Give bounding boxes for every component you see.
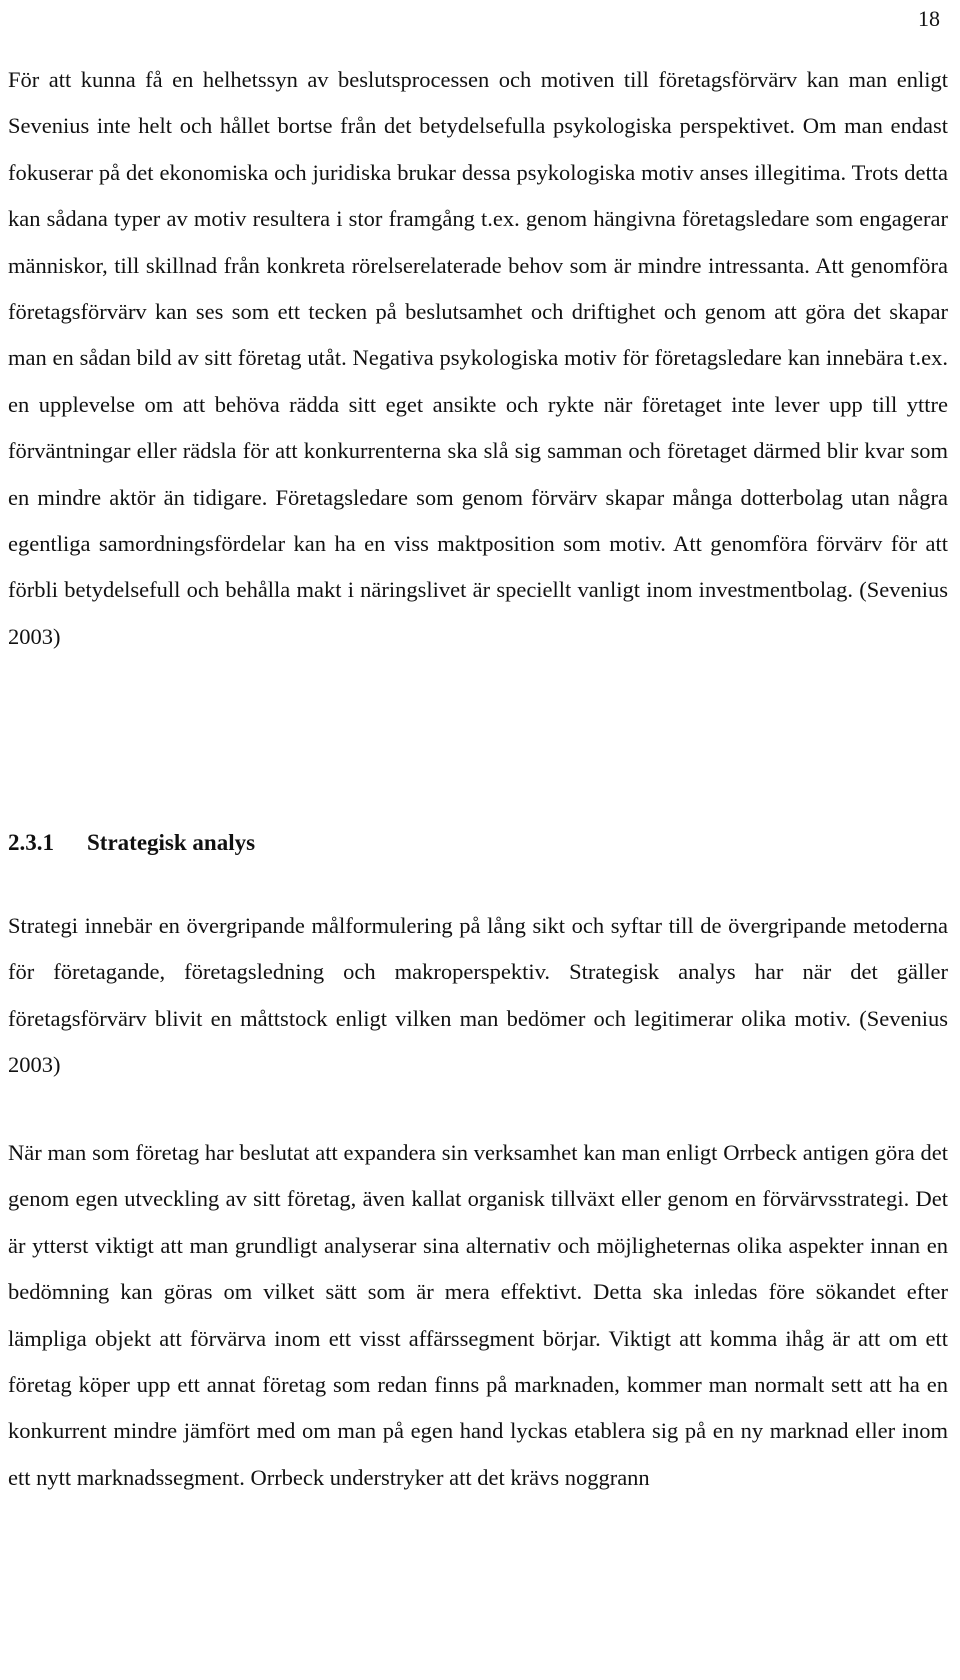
section-heading (8, 826, 255, 860)
paragraph-psychological-motives: För att kunna få en helhetssyn av beslutsprocessen och motiven till företagsförvärv kan man enligt Sevenius inte helt och hållet bortse från det betydelsefulla psykologiska perspektivet. Om man endast fokuserar på det ekonomiska och juridiska brukar dessa psykologiska motiv anses illegitima. Trots detta kan sådana typer av motiv resultera i stor framgång t.ex. genom hängivna företagsledare som engagerar människor, till skillnad från konkreta rörelserelaterade behov som är mindre intressanta. Att genomföra företagsförvärv kan ses som ett tecken på beslutsamhet och driftighet och genom att göra det skapar man en sådan bild av sitt företag utåt. Negativa psykologiska motiv för företagsledare kan innebära t.ex. en upplevelse om att behöva rädda sitt eget ansikte och rykte när företaget inte lever upp till yttre förväntningar eller rädsla för att konkurrenterna ska slå sig samman och företaget därmed blir kvar som en mindre aktör än tidigare. Företagsledare som genom förvärv skapar många dotterbolag utan några egentliga samordningsfördelar kan ha en viss maktposition som motiv. Att genomföra förvärv för att förbli betydelsefull och behålla makt i näringslivet är speciellt vanligt inom investmentbolag. (Sevenius 2003) (8, 67, 948, 649)
paragraph-strategy-definition: Strategi innebär en övergripande målformulering på lång sikt och syftar till de övergripande metoderna för företagande, företagsledning och makroperspektiv. Strategisk analys har när det gäller företagsförvärv blivit en måttstock enligt vilken man bedömer och legitimerar olika motiv. (Sevenius 2003) (8, 913, 948, 1078)
paragraph-expansion-options: När man som företag har beslutat att expandera sin verksamhet kan man enligt Orrbeck antigen göra det genom egen utveckling av sitt företag, även kallat organisk tillväxt eller genom en förvärvsstrategi. Det är ytterst viktigt att man grundligt analyserar sina alternativ och möjligheternas olika aspekter innan en bedömning kan göras om vilket sätt som är mera effektivt. Detta ska inledas före sökandet efter lämpliga objekt att förvärva inom ett visst affärssegment börjar. Viktigt att komma ihåg är att om ett företag köper upp ett annat företag som redan finns på marknaden, kommer man normalt sett att ha en konkurrent mindre jämfört med om man på egen hand lyckas etablera sig på en ny marknad eller inom ett nytt marknadssegment. Orrbeck understryker att det krävs noggrann (8, 1140, 948, 1490)
section-title: Strategisk analys (87, 830, 256, 855)
page-number: 18 (918, 6, 940, 31)
section-number: 2.3.1 (8, 830, 54, 855)
